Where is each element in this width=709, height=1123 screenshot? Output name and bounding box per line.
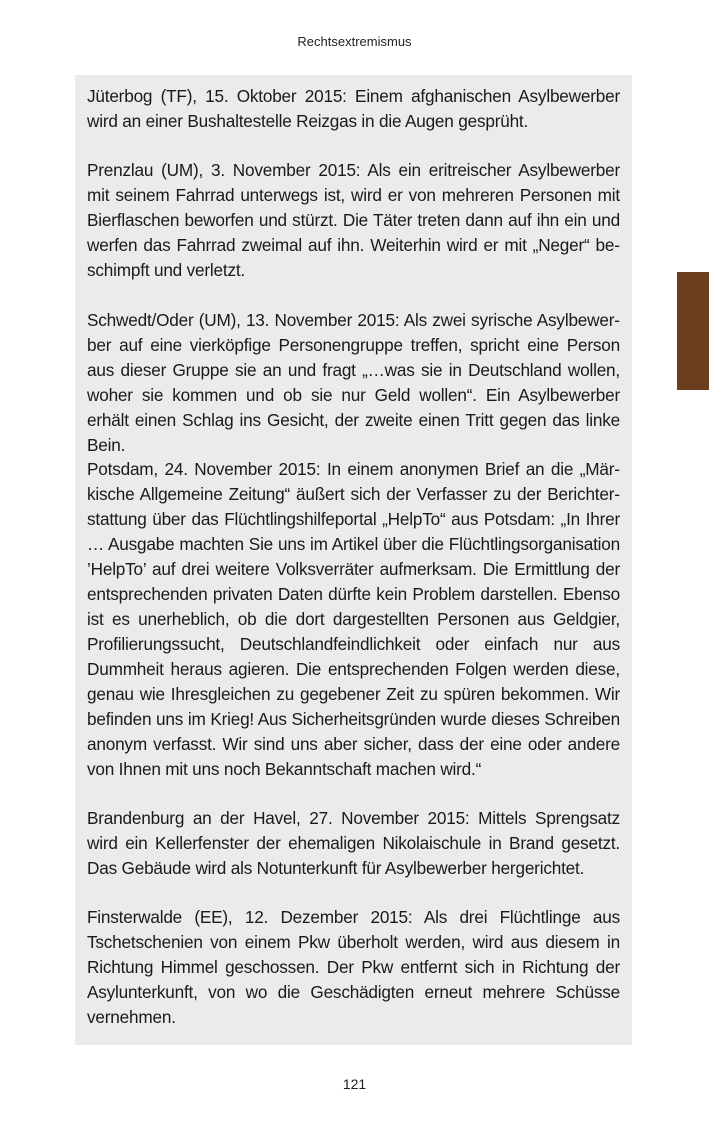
incident-entry: Brandenburg an der Havel, 27. November 2015: Mittels Sprengsatz wird ein Kellerfenster der ehemaligen Nikolaischule in Brand gesetzt. Das Gebäude wird als Notunterkunft für Asylbewerber hergerichtet.	[87, 808, 620, 878]
incident-entry: Schwedt/Oder (UM), 13. November 2015: Als zwei syrische Asylbewerber auf eine vierköpfige Personengruppe treffen, spricht eine Person aus dieser Gruppe sie an und fragt „…was sie in Deutschland wollen, woher sie kommen und ob sie nur Geld wollen“. Ein Asylbewerber erhält einen Schlag ins Gesicht, der zweite einen Tritt gegen das linke Bein.	[87, 310, 620, 455]
page-number: 121	[342, 1076, 367, 1092]
running-header: Rechtsextremismus	[297, 34, 412, 49]
incident-entry: Prenzlau (UM), 3. November 2015: Als ein eritreischer Asylbewerber mit seinem Fahrrad unterwegs ist, wird er von mehreren Personen mit Bierflaschen beworfen und stürzt. Die Täter treten dann auf ihn ein und werfen das Fahrrad zweimal auf ihn. Weiterhin wird er mit „Neger“ beschimpft und verletzt.	[87, 160, 620, 280]
incident-entry: Finsterwalde (EE), 12. Dezember 2015: Als drei Flüchtlinge aus Tschetschenien von einem Pkw überholt werden, wird aus diesem in Richtung Himmel geschossen. Der Pkw entfernt sich in Richtung der Asylunterkunft, von wo die Geschädigten erneut mehrere Schüsse vernehmen.	[87, 907, 620, 1027]
incident-entry: Jüterbog (TF), 15. Oktober 2015: Einem afghanischen Asylbewerber wird an einer Bushaltestelle Reizgas in die Augen gesprüht.	[87, 86, 620, 131]
chapter-thumb-tab	[677, 272, 709, 390]
incident-entry: Potsdam, 24. November 2015: In einem anonymen Brief an die „Märkische Allgemeine Zeitung“ äußert sich der Verfasser zu der Berichterstattung über das Flüchtlingshilfeportal „HelpTo“ aus Potsdam: „In Ihrer … Ausgabe machten Sie uns im Artikel über die Flüchtlingsorganisation ’HelpTo’ auf drei weitere Volksverräter aufmerksam. Die Ermittlung der entsprechenden privaten Daten dürfte kein Problem darstellen. Ebenso ist es unerheblich, ob die dort dargestellten Personen aus Geldgier, Profilierungssucht, Deutschlandfeindlichkeit oder einfach nur aus Dummheit heraus agieren. Die entsprechenden Folgen werden diese, genau wie Ihresgleichen zu gegebener Zeit zu spüren bekommen. Wir befinden uns im Krieg! Aus Sicherheitsgründen wurde dieses Schreiben anonym verfasst. Wir sind uns aber sicher, dass der eine oder andere von Ihnen mit uns noch Bekanntschaft machen wird.“	[87, 459, 620, 779]
